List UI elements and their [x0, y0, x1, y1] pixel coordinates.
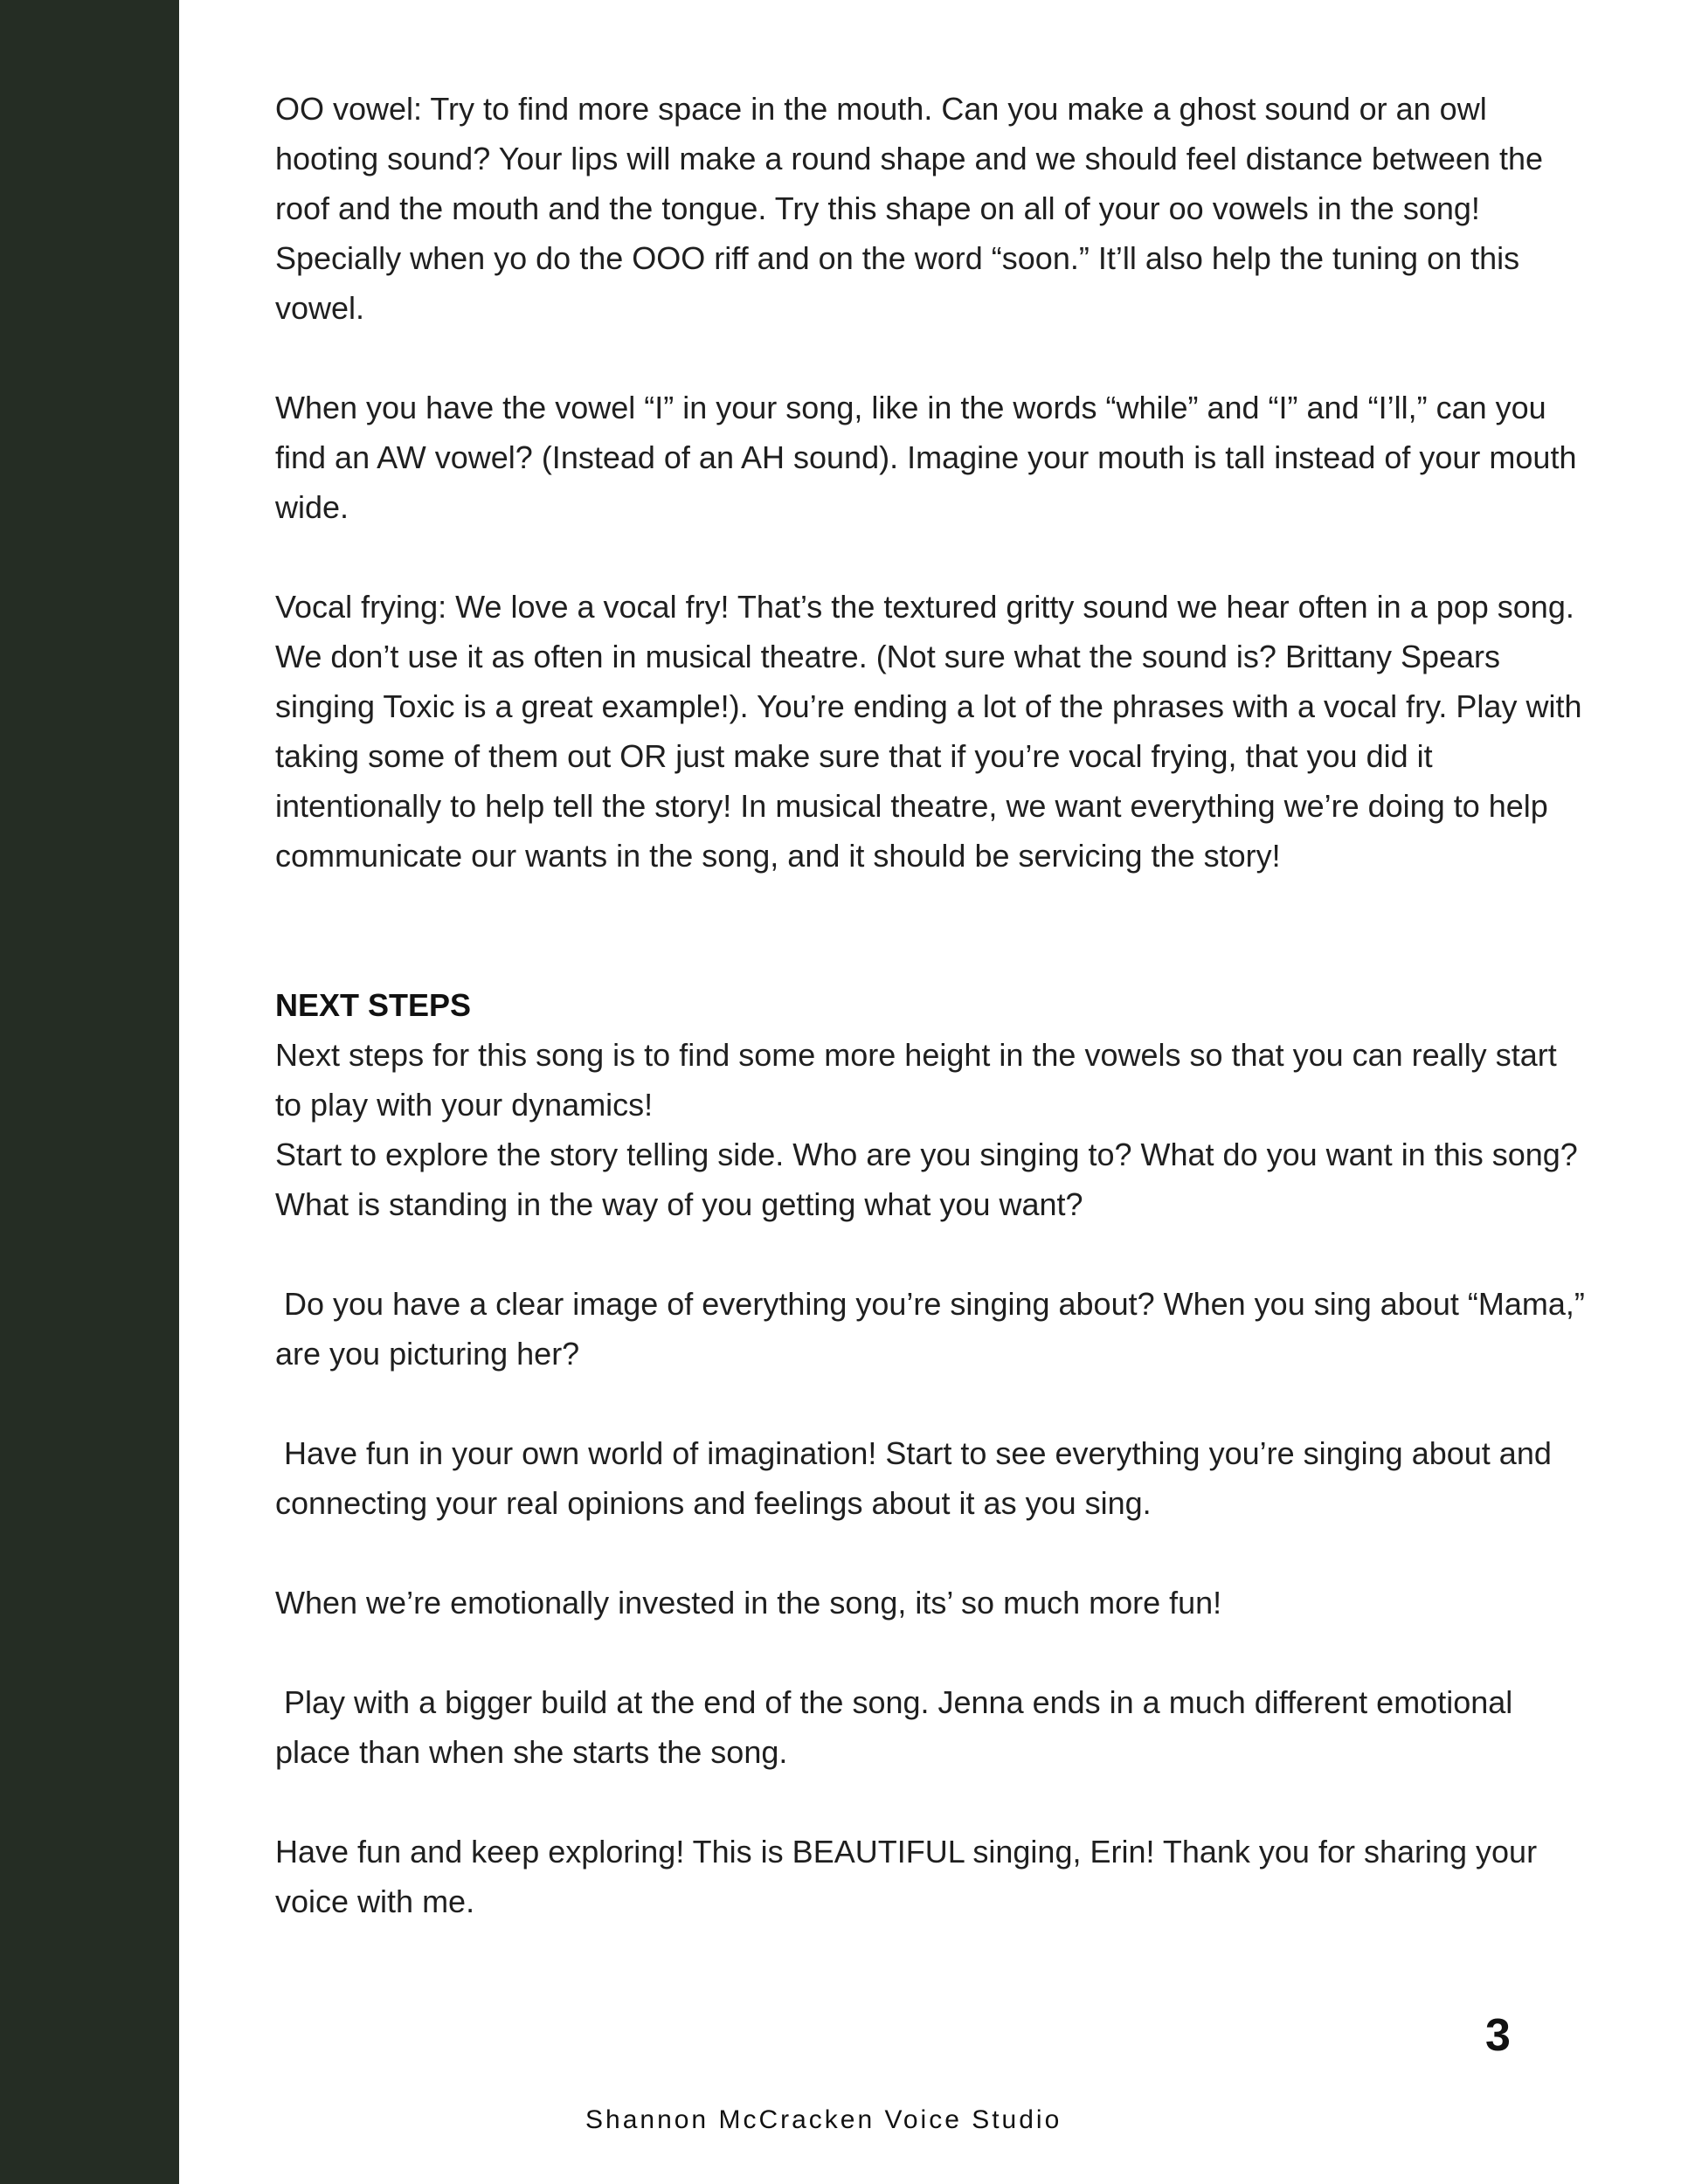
next-steps-paragraph-3: When we’re emotionally invested in the song, its’ so much more fun! — [275, 1585, 1222, 1621]
paragraph-oo-vowel: OO vowel: Try to find more space in the mouth. Can you make a ghost sound or an owl hooting sound? Your lips will make a round shape and we should feel distance between the roof and the mouth and the tongue. Try this shape on all of your oo vowels in the song! Specially when yo do the OOO riff and on the word “soon.” It’ll also help the tuning on this vowel. — [275, 91, 1544, 326]
next-steps-heading: NEXT STEPS — [275, 987, 472, 1023]
next-steps-line-2: Start to explore the story telling side. Who are you singing to? What do you want in this song? What is standing in the way of you getting what you want? — [275, 1137, 1578, 1222]
page-number: 3 — [1485, 2010, 1511, 2061]
sidebar-band — [0, 0, 179, 2184]
section-spacer — [275, 930, 1586, 980]
next-steps-paragraph-2: Have fun in your own world of imagination! Start to see everything you’re singing about and connecting your real opinions and feelings about it as you sing. — [275, 1435, 1560, 1521]
paragraph-i-vowel: When you have the vowel “I” in your song, like in the words “while” and “I” and “I’ll,” can you find an AW vowel? (Instead of an AH sound). Imagine your mouth is tall instead of your mouth wide. — [275, 390, 1577, 525]
page-content — [275, 84, 1594, 1926]
next-steps-paragraph-5: Have fun and keep exploring! This is BEAUTIFUL singing, Erin! Thank you for sharing your voice with me. — [275, 1834, 1538, 1919]
paragraph-vocal-frying: Vocal frying: We love a vocal fry! That’s the textured gritty sound we hear often in a pop song. We don’t use it as often in musical theatre. (Not sure what the sound is? Brittany Spears singing Toxic is a great example!). You’re ending a lot of the phrases with a vocal fry. Play with taking some of them out OR just make sure that if you’re vocal frying, that you did it intentionally to help tell the story! In musical theatre, we want everything we’re doing to help communicate our wants in the song, and it should be servicing the story! — [275, 589, 1582, 874]
next-steps-paragraph-4: Play with a bigger build at the end of the song. Jenna ends in a much different emotional place than when she starts the song. — [275, 1684, 1522, 1770]
footer-studio-name: Shannon McCracken Voice Studio — [585, 2105, 1062, 2134]
next-steps-line-1: Next steps for this song is to find some more height in the vowels so that you can really start to play with your dynamics! — [275, 1037, 1557, 1123]
next-steps-paragraph-1: Do you have a clear image of everything you’re singing about? When you sing about “Mama,” are you picturing her? — [275, 1286, 1594, 1372]
